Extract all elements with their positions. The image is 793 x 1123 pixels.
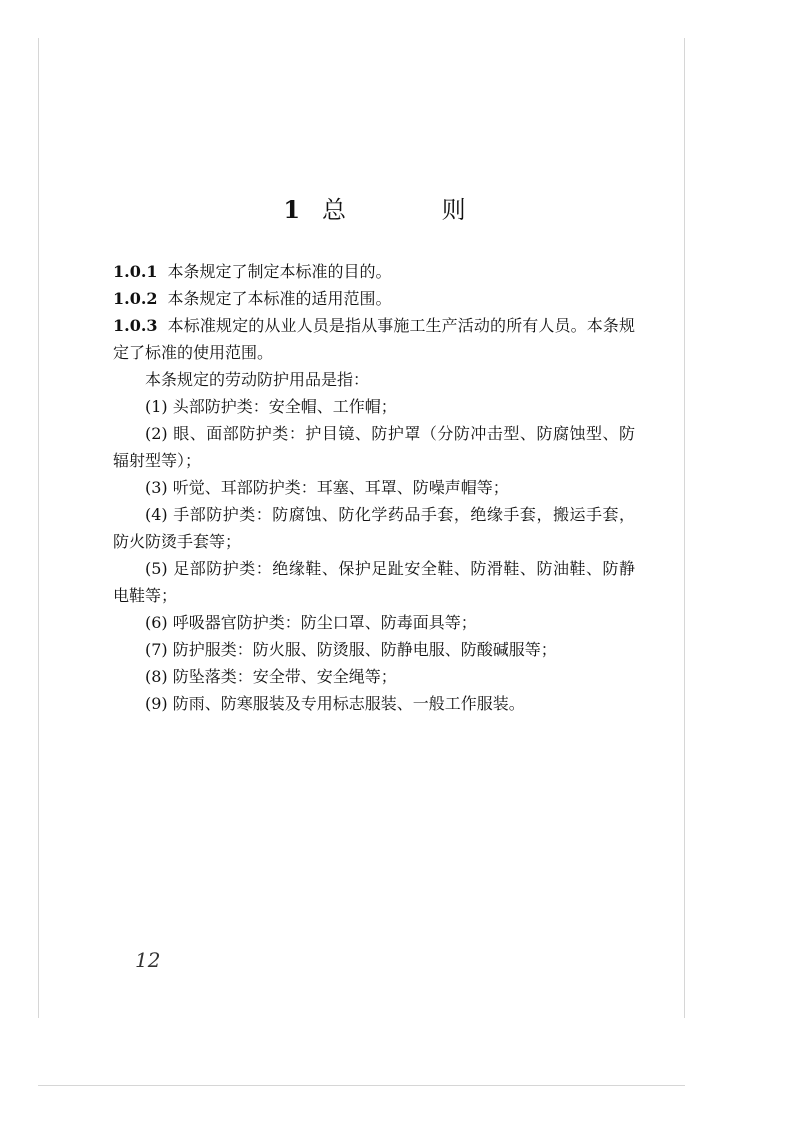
chapter-number: 1 [283, 195, 301, 224]
chapter-heading [0, 190, 793, 225]
clause-number: 1.0.1 [113, 262, 158, 281]
clause-number: 1.0.2 [113, 289, 158, 308]
document-body [113, 258, 635, 717]
page-number: 12 [135, 948, 161, 972]
ppe-item-5: (5) 足部防护类：绝缘鞋、保护足趾安全鞋、防滑鞋、防油鞋、防静电鞋等； [113, 559, 635, 605]
ppe-item-7: (7) 防护服类：防火服、防烫服、防静电服、防酸碱服等； [145, 640, 557, 659]
ppe-item-9: (9) 防雨、防寒服装及专用标志服装、一般工作服装。 [145, 694, 525, 713]
clause-1-0-1 [113, 258, 635, 285]
clause-number: 1.0.3 [113, 316, 158, 335]
ppe-item-2: (2) 眼、面部防护类：护目镜、防护罩（分防冲击型、防腐蚀型、防辐射型等）； [113, 424, 635, 470]
ppe-item-8: (8) 防坠落类：安全带、安全绳等； [145, 667, 397, 686]
clause-1-0-3 [113, 312, 635, 366]
chapter-title: 总 则 [322, 196, 510, 224]
clause-text: 本条规定了本标准的适用范围。 [167, 289, 392, 308]
right-page-border [684, 38, 685, 1018]
clause-text: 本标准规定的从业人员是指从事施工生产活动的所有人员。本条规定了标准的使用范围。 [113, 316, 635, 362]
left-page-border [38, 38, 39, 1018]
bottom-page-border [38, 1085, 685, 1086]
ppe-intro-paragraph: 本条规定的劳动防护用品是指： [145, 370, 370, 389]
ppe-item-1: (1) 头部防护类：安全帽、工作帽； [145, 397, 397, 416]
ppe-item-3: (3) 听觉、耳部防护类：耳塞、耳罩、防噪声帽等； [145, 478, 509, 497]
clause-1-0-2 [113, 285, 635, 312]
ppe-item-6: (6) 呼吸器官防护类：防尘口罩、防毒面具等； [145, 613, 477, 632]
ppe-item-4: (4) 手部防护类：防腐蚀、防化学药品手套，绝缘手套，搬运手套，防火防烫手套等； [113, 505, 635, 551]
clause-text: 本条规定了制定本标准的目的。 [167, 262, 392, 281]
